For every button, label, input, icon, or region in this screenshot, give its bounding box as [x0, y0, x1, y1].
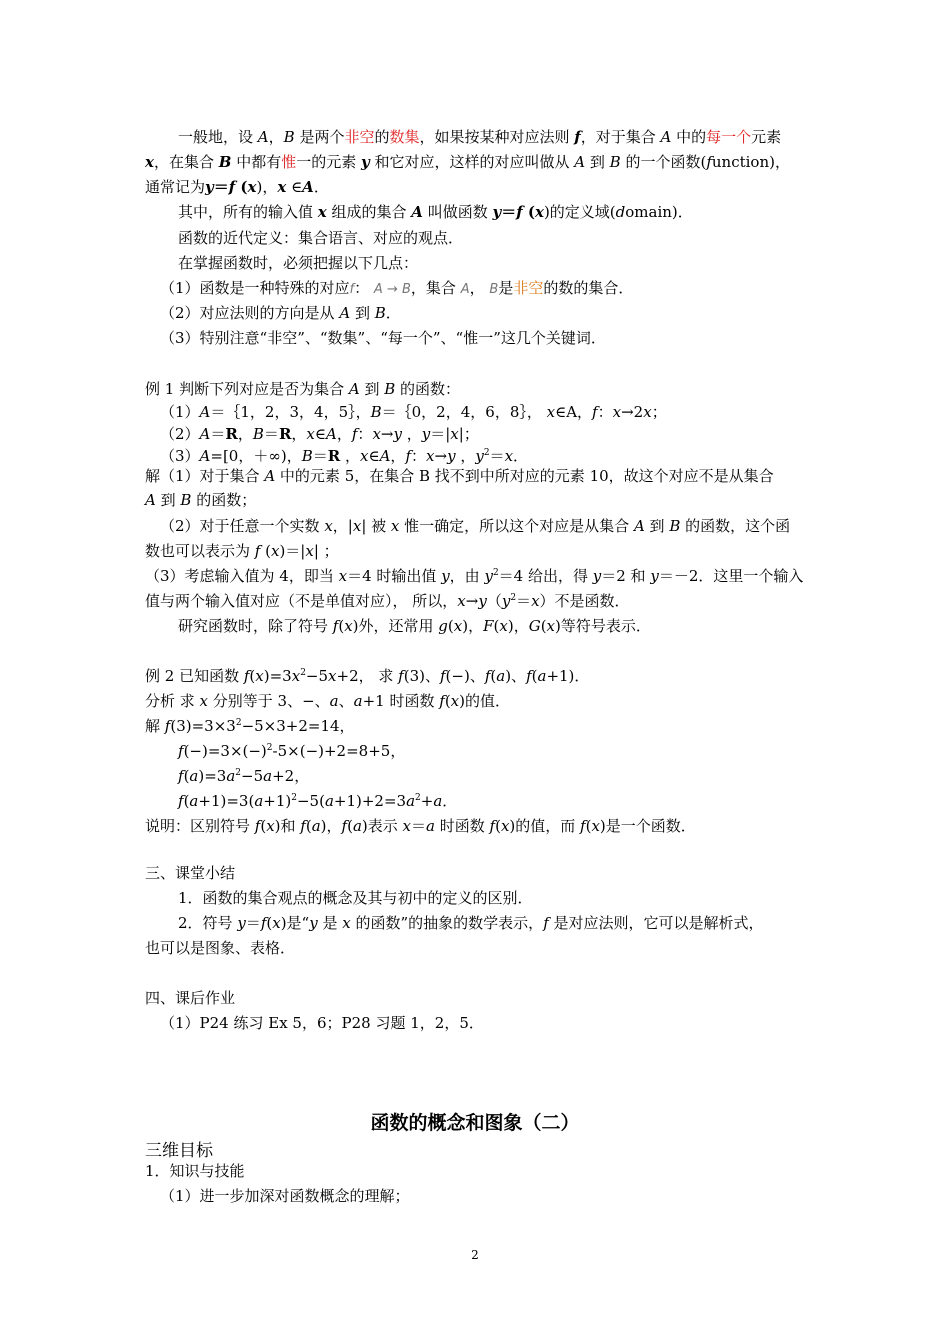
solution-3-line-a: （3）考虑输入值为 4，即当 x＝4 时输出值 y，由 $y^2=4$ 给出，得 y＝2 和 y＝－2．这里一个输入 — [145, 567, 804, 585]
goals-heading: 三维目标 — [145, 1141, 213, 1161]
homework-item-1: （1）P24 练习 Ex 5，6；P28 习题 1，2，5． — [160, 1014, 484, 1032]
function-symbols-note: 研究函数时，除了符号 f(x)外，还常用 g(x)，F(x)，G(x)等符号表示． — [178, 617, 651, 635]
solution-1-line-a: 解（1）对于集合 A 中的元素 5，在集合 B 找不到中所对应的元素 10，故这个对应不是从集合 — [145, 467, 774, 485]
homework-heading: 四、课后作业 — [145, 989, 236, 1007]
example-2-note: 说明：区别符号 f(x)和 f(a)，f(a)表示 x＝a 时函数 f(x)的值，而 f(x)是一个函数． — [145, 817, 696, 835]
definition-line-3: 通常记为y＝f (x)，x ∈A． — [145, 178, 329, 196]
solution-2-line-a: （2）对于任意一个实数 x，|x| 被 x 惟一确定，所以这个对应是从集合 A 到 B 的函数，这个函 — [160, 517, 791, 535]
example-1-title: 例 1 判断下列对应是否为集合 A 到 B 的函数： — [145, 380, 461, 398]
point-1: （1）函数是一种特殊的对应f： A → B，集合 A， B是非空的数的集合． — [160, 279, 634, 297]
summary-item-1: 1．函数的集合观点的概念及其与初中的定义的区别． — [178, 889, 533, 907]
knowledge-skills-item-1: （1）进一步加深对函数概念的理解； — [160, 1187, 410, 1205]
example-2-solution-1: 解 $f(3)=3\times 3^2-5\times 3+2=14$， — [145, 717, 355, 735]
point-2: （2）对应法则的方向是从 A 到 B． — [160, 304, 401, 322]
example-2-title: 例 2 已知函数 $f(x)=3x^2-5x+2$， 求 f(3)、f(−)、f(a)、f(a+1)． — [145, 667, 590, 685]
example-2-solution-3: $f(a)=3a^2-5a+2$， — [178, 767, 310, 785]
solution-1-line-b: A 到 B 的函数； — [145, 491, 257, 509]
example-2-solution-4: $f(a+1)=3(a+1)^2-5(a+1)+2=3a^2+a$． — [178, 792, 458, 810]
knowledge-skills-heading: 1．知识与技能 — [145, 1162, 245, 1180]
example-2-analysis: 分析 求 x 分别等于 3、−、a、a+1 时函数 f(x)的值． — [145, 692, 510, 710]
definition-line-2: x，在集合 B 中都有惟一的元素 y 和它对应，这样的对应叫做从 A 到 B 的一个函数(function)， — [145, 153, 790, 171]
solution-3-line-b: 值与两个输入值对应（不是单值对应）， 所以，$x\to y(y^2=x)$不是函数． — [145, 592, 630, 610]
example-1-case-2: （2）A＝R，B＝R，x∈A，f：x→y ，y＝|x|； — [160, 425, 479, 443]
summary-item-2-cont: 也可以是图象、表格． — [145, 939, 296, 957]
example-1-case-3: （3）A=[0，＋∞)，B＝R ，x∈A，f：x→y ，$y^2=x$． — [160, 447, 529, 465]
example-1-case-1: （1）A＝｛1，2，3，4，5｝，B＝｛0，2，4，6，8｝， x∈A，f：x→2x； — [160, 403, 667, 421]
modern-definition: 函数的近代定义：集合语言、对应的观点． — [178, 229, 464, 247]
section-title: 函数的概念和图象（二） — [370, 1112, 580, 1134]
point-3: （3）特别注意“非空”、“数集”、“每一个”、“惟一”这几个关键词． — [160, 329, 606, 347]
page-number: 2 — [471, 1248, 479, 1262]
example-2-solution-2: $f(-)=3\times(-)^2-5\times(-)+2=8+5$， — [178, 742, 406, 760]
solution-2-line-b: 数也可以表示为 f (x)＝|x| ； — [145, 542, 339, 560]
domain-definition: 其中，所有的输入值 x 组成的集合 A 叫做函数 y＝f (x)的定义域(domain)． — [178, 203, 693, 221]
summary-item-2: 2．符号 y＝f(x)是“y 是 x 的函数”的抽象的数学表示，f 是对应法则，它可以是解析式， — [178, 914, 764, 932]
definition-line-1: 一般地，设 A，B 是两个非空的数集，如果按某种对应法则 f，对于集合 A 中的每一个元素 — [178, 128, 782, 146]
grasp-intro: 在掌握函数时，必须把握以下几点： — [178, 254, 419, 272]
summary-heading: 三、课堂小结 — [145, 864, 236, 882]
